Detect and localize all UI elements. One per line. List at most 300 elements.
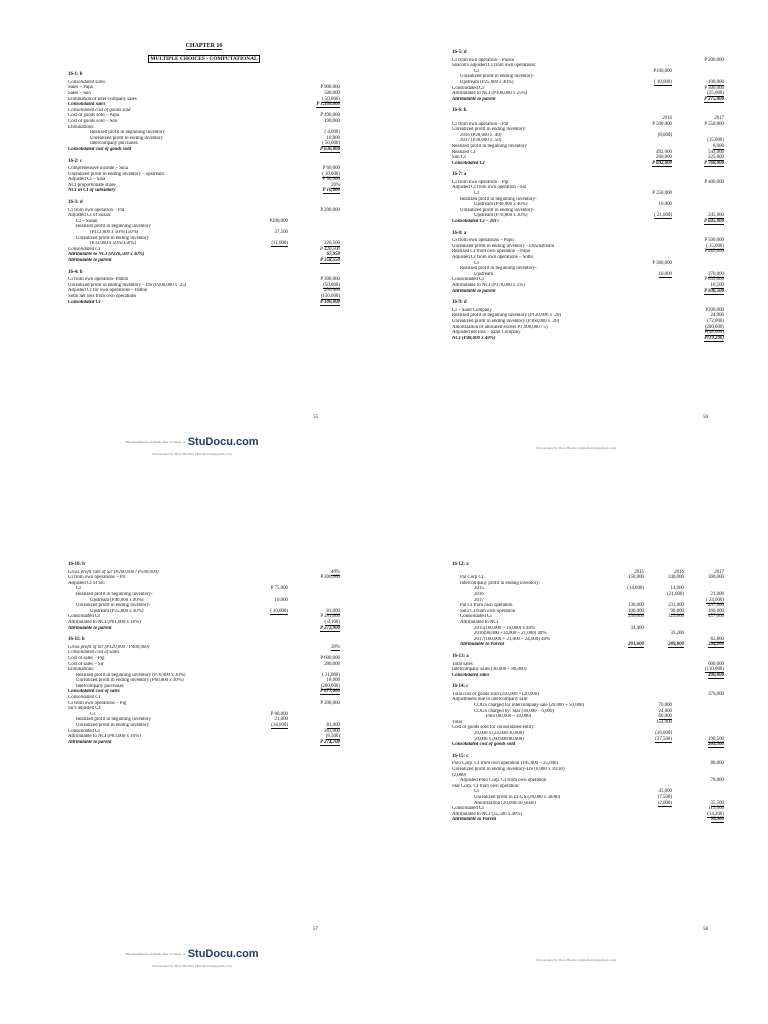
row-label: Polo (80,000 – 20,000) xyxy=(486,714,532,720)
row-label: CI from own operation – Puzon xyxy=(452,57,515,63)
value-text: 245,000 xyxy=(708,213,724,219)
table-row xyxy=(452,642,724,648)
problem-label: 16-1: b xyxy=(68,72,83,78)
value-text: P 200,000 xyxy=(320,575,340,581)
problems xyxy=(452,50,724,341)
row-label: Sun CI xyxy=(452,155,466,161)
studocu-logo[interactable]: StuDocu.com xyxy=(187,436,259,449)
value-text: (110,000) xyxy=(705,667,724,673)
row-amount xyxy=(288,188,340,194)
row-label: COGS charged by: Star (30,000 – 6,000) xyxy=(474,708,555,714)
row-label: 2015 xyxy=(474,586,484,592)
row-label: Upstream (P25,000 x 40%) xyxy=(460,79,514,85)
row-label: Eliminations: xyxy=(68,124,95,130)
row-label: Sir's adjusted CI: xyxy=(68,706,102,712)
table-row xyxy=(452,336,724,342)
row-label: Consolidated CI xyxy=(452,160,485,166)
value-text: 600,000 xyxy=(708,661,724,667)
table-row xyxy=(68,147,340,153)
row-subvalue xyxy=(632,742,672,748)
value-text: P 836,500 xyxy=(704,288,724,294)
row-label: Consolidated CI – 2017 xyxy=(452,219,500,225)
value-text: P 272,900 xyxy=(320,625,340,631)
page-56 xyxy=(384,0,768,512)
value-text: 90,000 xyxy=(670,608,684,614)
row-label: Amortization of allocated excess P1,000,000 / 5) xyxy=(452,324,548,330)
value-text: (200,000) xyxy=(320,683,340,689)
row-amount xyxy=(672,673,724,679)
row-label: Attributable to parent xyxy=(452,96,496,102)
row-label: CI xyxy=(474,260,479,266)
row-label: Star Corp. CI from own operation: xyxy=(452,783,520,789)
row-label: Realized profit in beginning inventory (P120,000 x .20) xyxy=(452,313,562,319)
row-label: Attributable to parent xyxy=(452,288,496,294)
row-label: Attributable to Parent xyxy=(452,817,497,823)
value-text: 283,000 xyxy=(324,728,340,734)
value-text: 30% xyxy=(331,644,340,650)
row-label: 2015(100,000 – 14,000) x 40% xyxy=(474,625,536,631)
row-amount xyxy=(288,258,340,264)
row-label: Cost of goods sold – Sun xyxy=(68,118,118,124)
row-label: Consolidated cost of sales xyxy=(68,650,120,656)
row-subvalue xyxy=(632,817,672,823)
value-text: P200,000 xyxy=(269,218,288,224)
page-58-content xyxy=(452,556,724,823)
value-text: P(48,000) xyxy=(704,330,724,336)
value-text: ( 24,000) xyxy=(706,597,724,603)
row-subvalue xyxy=(632,97,672,103)
table-row xyxy=(68,300,340,306)
row-label: Unrealized profit in EI-US (20,000 x 30/80) xyxy=(474,794,561,800)
row-label: Attributable to NCI (35,500 x 40%) xyxy=(452,811,523,817)
footer-downloaded: Downloaded by Drew Bioliola (drewbioliola@gmail.com) xyxy=(152,452,232,456)
table-row xyxy=(452,673,724,679)
row-label: CI from own operation – Pip xyxy=(452,179,509,185)
value-text: 37,500 xyxy=(274,230,288,236)
value-text: 10,000 xyxy=(326,135,340,141)
value-text: (25,000) xyxy=(707,91,724,97)
problem-label: 16-8: a xyxy=(452,230,467,236)
page-56-content xyxy=(452,44,724,341)
table-row xyxy=(452,742,724,748)
row-label: Unrealized profit in ending inventory (P360,000 x .20) xyxy=(452,318,560,324)
row-label: CI – Susan xyxy=(76,218,98,224)
page-number: 58 xyxy=(703,927,708,932)
row-label: 20,000 x (24,000/30,000) xyxy=(474,731,524,737)
row-label: CI xyxy=(76,586,81,592)
row-label: Sales – Sun xyxy=(68,90,91,96)
table-row xyxy=(68,740,340,746)
value-text: 83,000 xyxy=(326,723,340,729)
row-label: Unrealized profit in ending inventory xyxy=(76,723,150,729)
section-title: MULTIPLE CHOICES - COMPUTATIONAL xyxy=(150,55,258,62)
row-label: NCI in CI of subsidiary xyxy=(68,188,116,194)
row-label: (P33,000 x 50%/150%) xyxy=(90,241,137,247)
row-label: Realized profit in beginning inventory- xyxy=(76,591,153,597)
row-label: Adjusted CI from own operations – Sotto xyxy=(452,255,533,260)
value-text: ( 50,000) xyxy=(322,96,340,102)
value-text: 33,200 xyxy=(670,631,684,637)
row-subvalue xyxy=(632,161,672,167)
row-label: Snacon's adjusted CI from own operations: xyxy=(452,63,537,69)
row-label: Sotto net loss from own operations xyxy=(68,293,137,299)
row-label: Upstream (P40,000 x 40%) xyxy=(474,202,528,208)
row-subvalue xyxy=(632,673,672,679)
row-label: Attributable to NCI (P81,000 x 10%) xyxy=(68,619,141,625)
footer-downloaded: Downloaded by Drew Bioliola (drewbioliola@gmail.com) xyxy=(536,446,616,450)
problem-label: 16-7: a xyxy=(452,172,467,178)
value-text: 16,000 xyxy=(274,597,288,603)
row-label: Consolidated CI xyxy=(68,246,101,252)
row-label: Cost of goods sold – Papa xyxy=(68,113,119,119)
value-text: 269,500 xyxy=(708,742,724,748)
studocu-logo[interactable]: StuDocu.com xyxy=(187,948,259,961)
row-label: Unrealized profit in ending inventory- xyxy=(460,74,535,80)
table-row xyxy=(452,219,724,225)
value-text: 240,000 xyxy=(668,575,684,581)
row-label: Consolidated cost of sales xyxy=(68,689,120,695)
value-text: 201,600 xyxy=(628,642,644,648)
problem-label: 16-6: b xyxy=(452,108,467,114)
value-text: (16,000) xyxy=(655,731,672,737)
row-label: Pal Corp CI xyxy=(460,575,484,581)
value-text: ( 4,000) xyxy=(324,130,340,136)
value-text: P 360,000 xyxy=(652,260,672,266)
value-text: ( 21,000) xyxy=(322,672,340,678)
row-label: Realized profit in beginning inventory (P70,000 x 30%) xyxy=(76,672,186,678)
value-text: 136,000 xyxy=(628,603,644,609)
row-label: NCI (P48,000 x 40%) xyxy=(452,335,496,341)
row-label: Intercompany profit in ending inventory: xyxy=(460,580,541,586)
row-label: Adjustments due to intercompany sale: xyxy=(452,697,529,703)
table-row xyxy=(452,161,724,167)
row-amount xyxy=(672,161,724,167)
page-number: 55 xyxy=(313,415,318,420)
row-label: Pal CI from own operation xyxy=(460,603,513,609)
value-text: 394,200 xyxy=(708,642,724,648)
row-label: Amortization (20,000/10 years) xyxy=(474,800,536,806)
row-label: COGS charged for intercompany sale (20,000 + 50,000) xyxy=(474,703,585,709)
problem-label: 16-12: a xyxy=(452,562,469,567)
value-text: P 600,000 xyxy=(320,655,340,661)
value-text: 35,500 xyxy=(710,800,724,806)
row-label: Elimination of inter-company sales xyxy=(68,96,137,102)
row-label: Attributable to parent xyxy=(68,739,112,745)
row-value xyxy=(604,642,644,648)
row-label: Upstream (P40,000 x 40%) xyxy=(90,597,144,603)
row-label: CI – Sand Company xyxy=(452,307,492,313)
row-label: CI from own operation- Patton xyxy=(68,277,129,283)
row-label: Realized profit in beginning inventory xyxy=(76,224,151,230)
row-label: Cost of sales – Sir xyxy=(68,661,104,667)
value-text: ( 10,000) xyxy=(322,171,340,177)
value-text: 280,000 xyxy=(324,661,340,667)
value-text: 236,000 xyxy=(628,614,644,620)
row-label: Cost of sales – Pig xyxy=(68,655,105,661)
value-text: (72,000) xyxy=(707,318,724,324)
chapter-title: CHAPTER 16 xyxy=(185,43,223,49)
value-text: (15,000) xyxy=(707,138,724,144)
value-text: P 281,000 xyxy=(320,614,340,620)
value-text: 457,000 xyxy=(708,614,724,620)
row-label: CI from own operations – Pig xyxy=(68,700,127,706)
row-label: CI from own operation – Pat xyxy=(68,207,125,213)
row-label: Intercompany purchases xyxy=(90,141,138,147)
row-amount xyxy=(288,300,340,306)
row-label: Upstream (P25,000 x 40%) xyxy=(90,608,144,614)
row-amount xyxy=(672,289,724,295)
row-label: Unrealized profit in ending inventory – DS (P200,000 x .25) xyxy=(68,282,187,288)
value-text: 233,000 xyxy=(668,603,684,609)
footer xyxy=(384,957,768,962)
value-text: P 75,000 xyxy=(270,586,288,592)
value-text: 60,000 xyxy=(658,714,672,720)
value-text: P 50,000 xyxy=(322,177,340,183)
row-label: Upstream (P70,000 x 30%) xyxy=(474,213,528,219)
row-label: CI xyxy=(474,191,479,197)
table-row xyxy=(452,817,724,823)
column-header: 2016 xyxy=(674,569,684,575)
value-text: 16,000 xyxy=(658,202,672,208)
row-subvalue xyxy=(632,219,672,225)
row-label: CI from own operations – Pit xyxy=(68,575,126,581)
value-text: 80,000 xyxy=(710,761,724,767)
column-header: 2015 xyxy=(634,569,644,575)
problem-label: 16-10: b xyxy=(68,562,85,567)
problem-label: 16-5: d xyxy=(452,50,467,55)
value-text: 370,000 xyxy=(708,691,724,697)
footer-downloaded: Downloaded by Drew Bioliola (drewbioliola@gmail.com) xyxy=(536,958,616,962)
value-text: P 200,000 xyxy=(320,700,340,706)
row-label: (2,000) xyxy=(452,772,467,778)
row-label: Consolidated CI xyxy=(68,728,100,734)
value-text: P 300,000 xyxy=(320,277,340,283)
row-subvalue xyxy=(248,258,288,264)
value-text: P 636,000 xyxy=(320,146,340,152)
row-label: NCI proportionate share xyxy=(68,182,116,188)
value-text: P 500,000 xyxy=(652,121,672,127)
value-text: P 80,000 xyxy=(270,711,288,717)
value-text: 500,000 xyxy=(324,90,340,96)
row-label: Adjusted CI – Sina xyxy=(68,177,106,183)
value-text: ( 50,000) xyxy=(322,141,340,147)
page-number: 57 xyxy=(313,927,318,932)
value-text: P 60,000 xyxy=(322,166,340,172)
row-label: Upstream xyxy=(474,271,494,277)
row-label: Consolidated sales xyxy=(452,672,490,678)
row-amount xyxy=(672,219,724,225)
row-label: Adjusted CI of Susan: xyxy=(68,213,112,219)
value-text: P 300,000 xyxy=(704,85,724,91)
value-text: P 855,000 xyxy=(704,277,724,283)
row-label: Cost of goods sold for consolidated entity: xyxy=(452,725,536,731)
row-label: Adjusted CI for own operations – Patton xyxy=(68,288,148,294)
footer-available: This document is available free of charge on xyxy=(125,952,186,957)
row-label: 2016 xyxy=(474,591,484,597)
value-text: 78,000 xyxy=(710,778,724,784)
value-text: ( 8,100) xyxy=(324,619,340,625)
value-text: (8,000) xyxy=(657,132,672,138)
value-text: ( 15,000) xyxy=(706,243,724,249)
value-text: 289,800 xyxy=(668,642,684,648)
row-label: Unrealized profit in ending inventory: xyxy=(452,127,527,133)
value-text: P 358,550 xyxy=(320,258,340,263)
row-label: Polo Corp. CI from own operation (105,000 – 25,000) xyxy=(452,761,559,767)
value-text: P 10,000 xyxy=(322,188,340,194)
row-label: Total xyxy=(452,719,462,725)
row-label: Comprehensive income – Sina xyxy=(68,166,128,172)
row-label: Consolidated CI xyxy=(452,277,484,283)
row-label: Realized profit in beginning inventory xyxy=(90,130,165,136)
value-text: (7,500) xyxy=(657,794,672,800)
row-label: Attributable to NCI (P226,500 x 30%) xyxy=(68,252,145,258)
value-text: P 485,000 xyxy=(704,249,724,255)
value-text: P 500,000 xyxy=(704,238,724,244)
row-label: Intercompany sales (30,000 + 80,000) xyxy=(452,667,527,673)
value-text: (150,000) xyxy=(320,293,340,299)
value-text: P 274,700 xyxy=(320,739,340,745)
value-text: 190,000 xyxy=(324,118,340,124)
row-amount xyxy=(672,817,724,823)
row-label: Consolidated sales xyxy=(68,79,106,85)
row-label: Realized profit in beginning inventory- xyxy=(460,196,537,202)
value-text: P 100,000 xyxy=(320,299,340,305)
row-amount xyxy=(672,97,724,103)
problem-label: 16-3: d xyxy=(68,200,83,206)
row-value xyxy=(644,642,684,648)
row-label: 2016 (P20,000 x .40) xyxy=(460,132,502,138)
value-text: (18,000) xyxy=(271,723,288,729)
row-label: Total sales xyxy=(452,661,473,667)
table-row xyxy=(68,188,340,194)
value-text: P 1,350,000 xyxy=(316,102,340,108)
row-label: Attributable to NCI xyxy=(460,619,499,625)
column-header: 2017 xyxy=(714,115,724,121)
value-text: P 490,000 xyxy=(320,113,340,119)
footer-downloaded: Downloaded by Drew Bioliola (drewbioliola@gmail.com) xyxy=(152,964,232,968)
value-text: 18,000 xyxy=(326,678,340,684)
row-label: Unrealized profit in ending inventory xyxy=(76,235,150,241)
row-label: Intercompany purchases xyxy=(76,683,124,689)
row-label: Attributable to NCI (P370,000 x 5%) xyxy=(452,282,525,288)
row-label: Consolidated sales xyxy=(68,102,106,108)
value-text: 10,000 xyxy=(658,271,672,277)
column-header: 2016 xyxy=(662,115,672,121)
row-label: Consolidated cost of goods sold xyxy=(452,742,516,748)
value-text: 492,000 xyxy=(656,149,672,155)
value-text: 14,000 xyxy=(670,586,684,592)
value-text: P 250,000 xyxy=(652,191,672,197)
value-text: 100,500 xyxy=(708,736,724,742)
row-label: 2016(90,000 +14,000 – 21,000) 40% xyxy=(474,631,547,637)
page-number: 56 xyxy=(703,415,708,420)
column-header: 2017 xyxy=(714,569,724,575)
value-text: 40% xyxy=(331,569,340,575)
value-text: (8,300) xyxy=(325,734,340,740)
value-text: (21,000) xyxy=(667,591,684,597)
value-text: 8,000 xyxy=(712,143,724,149)
value-text: P 692,000 xyxy=(652,160,672,166)
value-text: 99,300 xyxy=(710,817,724,823)
value-text: (14,200) xyxy=(707,811,724,817)
problem-label: 16-4: b xyxy=(68,269,83,275)
row-label: Realized profit in beginning inventory xyxy=(76,717,151,723)
page-55-content xyxy=(68,44,340,305)
value-text: ( 21,000) xyxy=(654,213,672,219)
value-text: ( 10,000) xyxy=(654,79,672,85)
footer-available: This document is available free of charge on xyxy=(125,440,186,445)
value-text: P 900,000 xyxy=(320,85,340,91)
row-label: Unrealized profit in ending inventory (P60,000 x 30%) xyxy=(76,678,184,684)
value-text: 67,950 xyxy=(326,252,340,258)
row-label: Consolidated CI xyxy=(68,614,100,620)
row-label: Realized profit in beginning inventory xyxy=(452,143,527,149)
row-label: Unrealized profit in ending inventory- xyxy=(76,603,151,609)
row-label: Attributable to NCI (P83,000 x 10%) xyxy=(68,734,141,740)
value-text: P 768,000 xyxy=(704,160,724,166)
value-text: P(19,200) xyxy=(704,335,724,341)
row-label: Consolidated CI xyxy=(452,85,484,91)
row-label: 50,000 x (60,000/80,000) xyxy=(474,736,524,742)
value-text: (200,000) xyxy=(704,324,724,330)
problem-label: 16-9: d xyxy=(452,300,467,306)
row-label: Consolidated CI xyxy=(452,806,484,812)
row-label: Attributable to NCI (P100,000 x 25%) xyxy=(452,91,528,97)
row-amount xyxy=(672,336,724,342)
row-label: Realized CI xyxy=(452,149,476,155)
row-label: CI xyxy=(474,68,479,74)
row-label: CI from own operation – Pat xyxy=(452,121,509,127)
value-text: P200,000 xyxy=(705,307,724,313)
value-text: 370,000 xyxy=(708,271,724,277)
page-57 xyxy=(0,512,384,1024)
value-text: 21,000 xyxy=(710,591,724,597)
value-text: P 200,000 xyxy=(704,57,724,63)
row-label: 2017 (P30,000 x .50) xyxy=(460,138,502,144)
row-label: Consolidated CI xyxy=(68,695,101,701)
value-text: 21,000 xyxy=(274,717,288,723)
row-label: Unrealized profit in ending inventory- xyxy=(460,207,535,213)
row-label: Solo CI from own operation xyxy=(460,608,516,614)
footer xyxy=(384,445,768,450)
problem-label: 16-11: b xyxy=(68,637,85,643)
row-label: CI from own operations – Popo xyxy=(452,238,514,244)
value-text: (11,000) xyxy=(271,241,288,247)
value-text: 297,000 xyxy=(708,603,724,609)
table-row xyxy=(452,97,724,103)
row-subvalue xyxy=(248,626,288,632)
page-57-content xyxy=(68,556,340,745)
row-label: (P112,000 x 50%/150%) xyxy=(90,230,139,236)
row-label: 2017(160,000 + 21,000 – 24,000) 40% xyxy=(474,636,551,642)
row-label: Realized profit in beginning inventory- xyxy=(460,266,537,272)
value-text: P100,000 xyxy=(653,68,672,74)
value-text: 113,500 xyxy=(708,806,724,812)
page-58 xyxy=(384,512,768,1024)
table-row xyxy=(68,626,340,632)
row-label: Consolidated cost of goods sold xyxy=(68,146,132,152)
problems xyxy=(452,562,724,823)
row-label: Adjusted CI of Sit: xyxy=(68,580,106,586)
value-text: 250,000 xyxy=(324,288,340,294)
row-value xyxy=(684,642,724,648)
value-text: 81,000 xyxy=(326,608,340,614)
page-55 xyxy=(0,0,384,512)
problems xyxy=(68,562,340,745)
value-text: 154,000 xyxy=(656,719,672,725)
value-text: 150,000 xyxy=(628,575,644,581)
row-label: Sales – Papa xyxy=(68,85,93,91)
